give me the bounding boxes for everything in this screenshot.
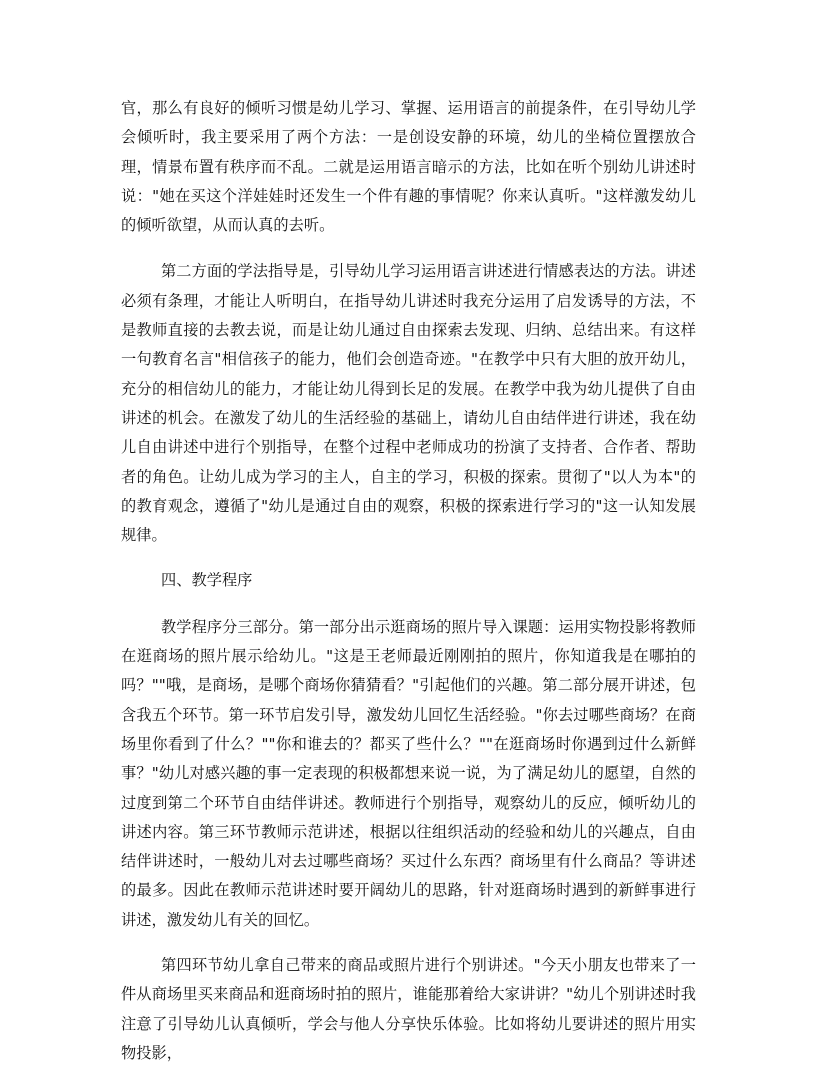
paragraph-listening-habits: 官，那么有良好的倾听习惯是幼儿学习、掌握、运用语言的前提条件，在引导幼儿学会倾听时，我主要采用了两个方法：一是创设安静的环境，幼儿的坐椅位置摆放合理，情景布置有秩序而不乱。二就是运用语言暗示的方法，比如在听个别幼儿讲述时说："她在买这个洋娃娃时还发生一个件有趣的事情呢？你来认真听。"这样激发幼儿的倾听欲望，从而认真的去听。 xyxy=(121,99,696,235)
paragraph-learning-guidance: 第二方面的学法指导是，引导幼儿学习运用语言讲述进行情感表达的方法。讲述必须有条理，才能让人听明白，在指导幼儿讲述时我充分运用了启发诱导的方法，不是教师直接的去教去说，而是让幼儿通过自由探索去发现、归纳、总结出来。有这样一句教育名言"相信孩子的能力，他们会创造奇迹。"在教学中只有大胆的放开幼儿，充分的相信幼儿的能力，才能让幼儿得到长足的发展。在教学中我为幼儿提供了自由讲述的机会。在激发了幼儿的生活经验的基础上，请幼儿自由结伴进行讲述，我在幼儿自由讲述中进行个别指导，在整个过程中老师成功的扮演了支持者、合作者、帮助者的角色。让幼儿成为学习的主人，自主的学习，积极的探索。贯彻了"以人为本"的的教育观念，遵循了"幼儿是通过自由的观察，积极的探索进行学习的"这一认知发展规律。 xyxy=(121,262,696,545)
paragraph-teaching-procedure: 教学程序分三部分。第一部分出示逛商场的照片导入课题：运用实物投影将教师在逛商场的照片展示给幼儿。"这是王老师最近刚刚拍的照片，你知道我是在哪拍的吗？""哦，是商场，是哪个商场你猜猜看？"引起他们的兴趣。第二部分展开讲述，包含我五个环节。第一环节启发引导，激发幼儿回忆生活经验。"你去过哪些商场？在商场里你看到了什么？""你和谁去的？都买了些什么？""在逛商场时你遇到过什么新鲜事？"幼儿对感兴趣的事一定表现的积极都想来说一说，为了满足幼儿的愿望，自然的过度到第二个环节自由结伴讲述。教师进行个别指导，观察幼儿的反应，倾听幼儿的讲述内容。第三环节教师示范讲述，根据以往组织活动的经验和幼儿的兴趣点，自由结伴讲述时，一般幼儿对去过哪些商场？买过什么东西？商场里有什么商品？等讲述的最多。因此在教师示范讲述时要开阔幼儿的思路，针对逛商场时遇到的新鲜事进行讲述，激发幼儿有关的回忆。 xyxy=(121,617,696,929)
paragraph-fourth-step: 第四环节幼儿拿自己带来的商品或照片进行个别讲述。"今天小朋友也带来了一件从商场里买来商品和逛商场时拍的照片，谁能那着给大家讲讲？"幼儿个别讲述时我注意了引导幼儿认真倾听，学会与他人分享快乐体验。比如将幼儿要讲述的照片用实物投影， xyxy=(121,956,696,1062)
section-heading-teaching-procedure: 四、教学程序 xyxy=(161,571,253,590)
document-body xyxy=(121,94,696,1068)
